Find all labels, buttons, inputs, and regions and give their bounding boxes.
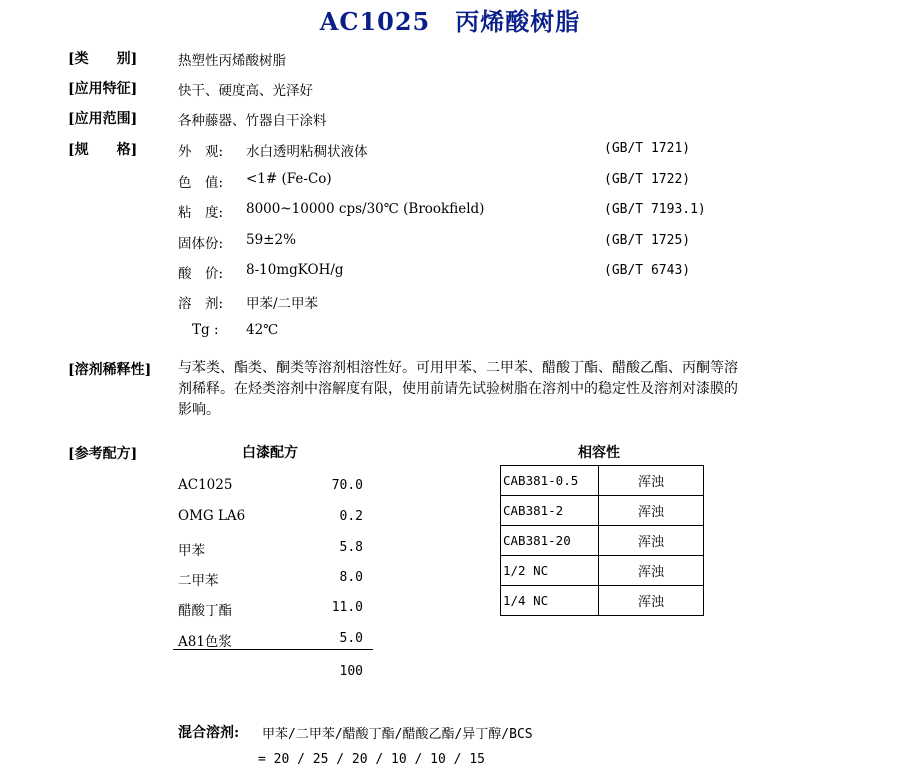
application-features-label: [应用特征] — [68, 81, 138, 97]
formula-item-amount: 8.0 — [339, 570, 363, 585]
compatibility-result: 浑浊 — [599, 466, 704, 496]
formula-item-name: 二甲苯 — [178, 573, 219, 589]
compatibility-result: 浑浊 — [599, 586, 704, 616]
formula-item-amount: 5.8 — [339, 540, 363, 555]
spec-name: 外 观: — [178, 144, 224, 160]
specs-label: [规 格] — [68, 142, 138, 158]
formula-total: 100 — [339, 664, 363, 679]
spec-value: 8-10mgKOH/g — [246, 262, 344, 278]
table-row — [501, 496, 704, 526]
formula-item-amount: 5.0 — [339, 631, 363, 646]
table-row — [501, 586, 704, 616]
mixed-solvent-ratio: = 20 / 25 / 20 / 10 / 10 / 15 — [258, 752, 485, 767]
spec-standard: (GB/T 1722) — [604, 172, 691, 187]
spec-name: Tg : — [192, 322, 219, 338]
formula-item-amount: 70.0 — [331, 478, 363, 493]
spec-value: 甲苯/二甲苯 — [246, 296, 319, 312]
application-features-value: 快干、硬度高、光泽好 — [178, 83, 313, 99]
spec-value: 水白透明粘稠状液体 — [246, 144, 368, 160]
compatibility-result: 浑浊 — [599, 526, 704, 556]
compatibility-result: 浑浊 — [599, 556, 704, 586]
formula-item-name: A81色浆 — [178, 634, 232, 650]
spec-name: 固体份: — [178, 236, 224, 252]
compatibility-table — [500, 465, 704, 616]
spec-standard: (GB/T 7193.1) — [604, 202, 706, 217]
compatibility-name: 1/4 NC — [501, 586, 599, 616]
application-scope-value: 各种藤器、竹器自干涂料 — [178, 113, 327, 129]
page-title: AC1025 丙烯酸树脂 — [319, 7, 581, 36]
category-value: 热塑性丙烯酸树脂 — [178, 53, 286, 69]
table-row — [501, 556, 704, 586]
spec-name: 色 值: — [178, 175, 224, 191]
spec-value: <1# (Fe-Co) — [246, 171, 332, 187]
spec-name: 溶 剂: — [178, 296, 224, 312]
spec-name: 粘 度: — [178, 205, 224, 221]
compatibility-name: CAB381-2 — [501, 496, 599, 526]
solvent-dilution-text: 与苯类、酯类、酮类等溶剂相溶性好。可用甲苯、二甲苯、醋酸丁酯、醋酸乙酯、丙酮等溶剂稀释。在烃类溶剂中溶解度有限，使用前请先试验树脂在溶剂中的稳定性及溶剂对漆膜的影响。 — [178, 360, 738, 418]
spec-standard: (GB/T 6743) — [604, 263, 691, 278]
reference-formula-label: [参考配方] — [68, 446, 138, 462]
mixed-solvent-label: 混合溶剂: — [178, 725, 240, 741]
compatibility-name: CAB381-0.5 — [501, 466, 599, 496]
compatibility-name: 1/2 NC — [501, 556, 599, 586]
formula-item-name: 醋酸丁酯 — [178, 603, 232, 619]
compatibility-title: 相容性 — [578, 445, 620, 461]
solvent-dilution-label: [溶剂稀释性] — [68, 362, 152, 378]
formula-divider — [173, 649, 373, 650]
table-row — [501, 466, 704, 496]
table-row — [501, 526, 704, 556]
mixed-solvent-value: 甲苯/二甲苯/醋酸丁酯/醋酸乙酯/异丁醇/BCS — [262, 727, 533, 742]
spec-value: 59±2% — [246, 232, 296, 248]
formula-item-amount: 11.0 — [331, 600, 363, 615]
formula-item-name: OMG LA6 — [178, 508, 246, 524]
category-label: [类 别] — [68, 51, 138, 67]
formula-item-amount: 0.2 — [339, 509, 363, 524]
white-paint-title: 白漆配方 — [242, 445, 298, 461]
application-scope-label: [应用范围] — [68, 111, 138, 127]
spec-value: 8000~10000 cps/30℃ (Brookfield) — [246, 201, 485, 217]
spec-standard: (GB/T 1725) — [604, 233, 691, 248]
formula-item-name: 甲苯 — [178, 543, 205, 559]
spec-standard: (GB/T 1721) — [604, 141, 691, 156]
compatibility-name: CAB381-20 — [501, 526, 599, 556]
spec-value: 42℃ — [246, 322, 279, 338]
formula-item-name: AC1025 — [178, 477, 233, 493]
compatibility-result: 浑浊 — [599, 496, 704, 526]
spec-name: 酸 价: — [178, 266, 224, 282]
